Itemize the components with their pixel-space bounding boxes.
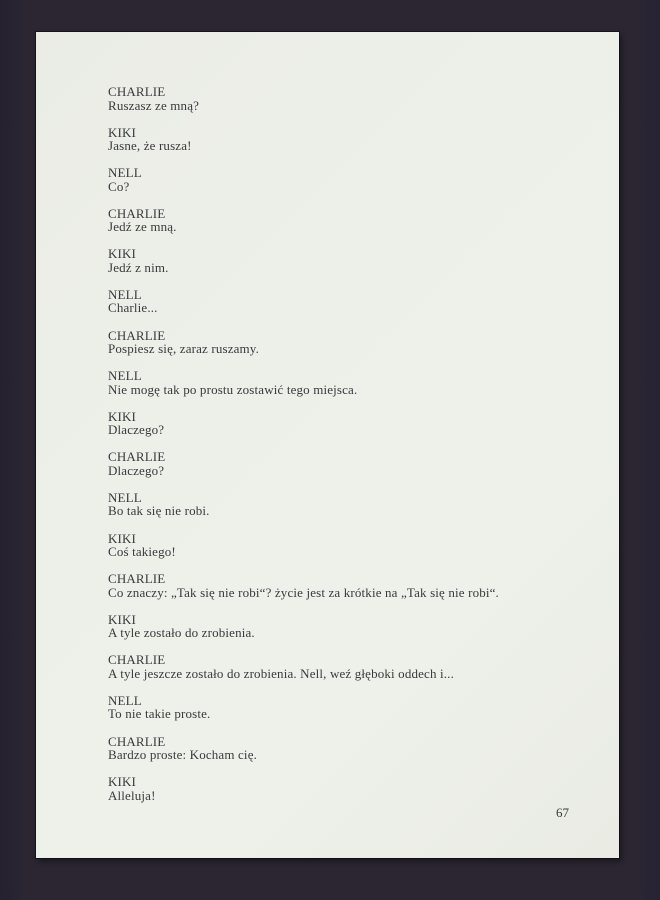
dialogue-line: A tyle jeszcze zostało do zrobienia. Nell, weź głęboki oddech i... bbox=[108, 665, 454, 681]
dialogue-cue bbox=[108, 572, 579, 599]
dialogue-cue bbox=[108, 288, 579, 315]
speaker-name: NELL bbox=[108, 489, 142, 505]
dialogue-line: Bo tak się nie robi. bbox=[108, 503, 210, 519]
dialogue-line: Alleluja! bbox=[108, 787, 156, 803]
speaker-name: CHARLIE bbox=[108, 327, 166, 343]
dialogue-cue bbox=[108, 613, 579, 640]
speaker-name: CHARLIE bbox=[108, 733, 166, 749]
speaker-name: NELL bbox=[108, 368, 142, 384]
dialogue-cue bbox=[108, 329, 579, 356]
dialogue-block bbox=[36, 32, 619, 802]
speaker-name: KIKI bbox=[108, 774, 137, 790]
dialogue-cue bbox=[108, 653, 579, 680]
dialogue-cue bbox=[108, 85, 579, 112]
dialogue-cue bbox=[108, 775, 579, 802]
dialogue-line: Co znaczy: „Tak się nie robi“? życie jest za krótkie na „Tak się nie robi“. bbox=[108, 584, 499, 600]
dialogue-line: Co? bbox=[108, 178, 130, 194]
dialogue-line: Jedź z nim. bbox=[108, 259, 169, 275]
dialogue-cue bbox=[108, 410, 579, 437]
dialogue-cue bbox=[108, 694, 579, 721]
speaker-name: NELL bbox=[108, 165, 142, 181]
speaker-name: KIKI bbox=[108, 530, 137, 546]
speaker-name: CHARLIE bbox=[108, 571, 166, 587]
speaker-name: KIKI bbox=[108, 611, 137, 627]
speaker-name: NELL bbox=[108, 692, 142, 708]
speaker-name: CHARLIE bbox=[108, 449, 166, 465]
dialogue-line: To nie takie proste. bbox=[108, 706, 211, 722]
dialogue-line: Jedź ze mną. bbox=[108, 219, 177, 235]
dialogue-cue bbox=[108, 126, 579, 153]
dialogue-cue bbox=[108, 491, 579, 518]
dialogue-line: Pospiesz się, zaraz ruszamy. bbox=[108, 341, 259, 357]
dialogue-line: Bardzo proste: Kocham cię. bbox=[108, 747, 258, 762]
dialogue-line: Jasne, że rusza! bbox=[108, 138, 192, 154]
dialogue-cue bbox=[108, 735, 579, 762]
dialogue-line: Dlaczego? bbox=[108, 462, 165, 478]
script-page bbox=[36, 32, 619, 858]
dialogue-line: Ruszasz ze mną? bbox=[108, 97, 200, 113]
dialogue-line: Nie mogę tak po prostu zostawić tego miejsca. bbox=[108, 381, 358, 397]
speaker-name: KIKI bbox=[108, 408, 137, 424]
speaker-name: KIKI bbox=[108, 246, 137, 262]
dialogue-line: Charlie... bbox=[108, 300, 158, 316]
dialogue-cue bbox=[108, 247, 579, 274]
speaker-name: KIKI bbox=[108, 124, 137, 140]
dialogue-line: Coś takiego! bbox=[108, 544, 176, 560]
page-number: 67 bbox=[556, 805, 569, 820]
dialogue-cue bbox=[108, 166, 579, 193]
dialogue-cue bbox=[108, 532, 579, 559]
dialogue-line: A tyle zostało do zrobienia. bbox=[108, 625, 255, 641]
speaker-name: CHARLIE bbox=[108, 84, 166, 99]
speaker-name: NELL bbox=[108, 286, 142, 302]
dialogue-cue bbox=[108, 369, 579, 396]
speaker-name: CHARLIE bbox=[108, 205, 166, 221]
dialogue-cue bbox=[108, 450, 579, 477]
dialogue-line: Dlaczego? bbox=[108, 422, 165, 438]
dialogue-cue bbox=[108, 207, 579, 234]
speaker-name: CHARLIE bbox=[108, 652, 166, 668]
